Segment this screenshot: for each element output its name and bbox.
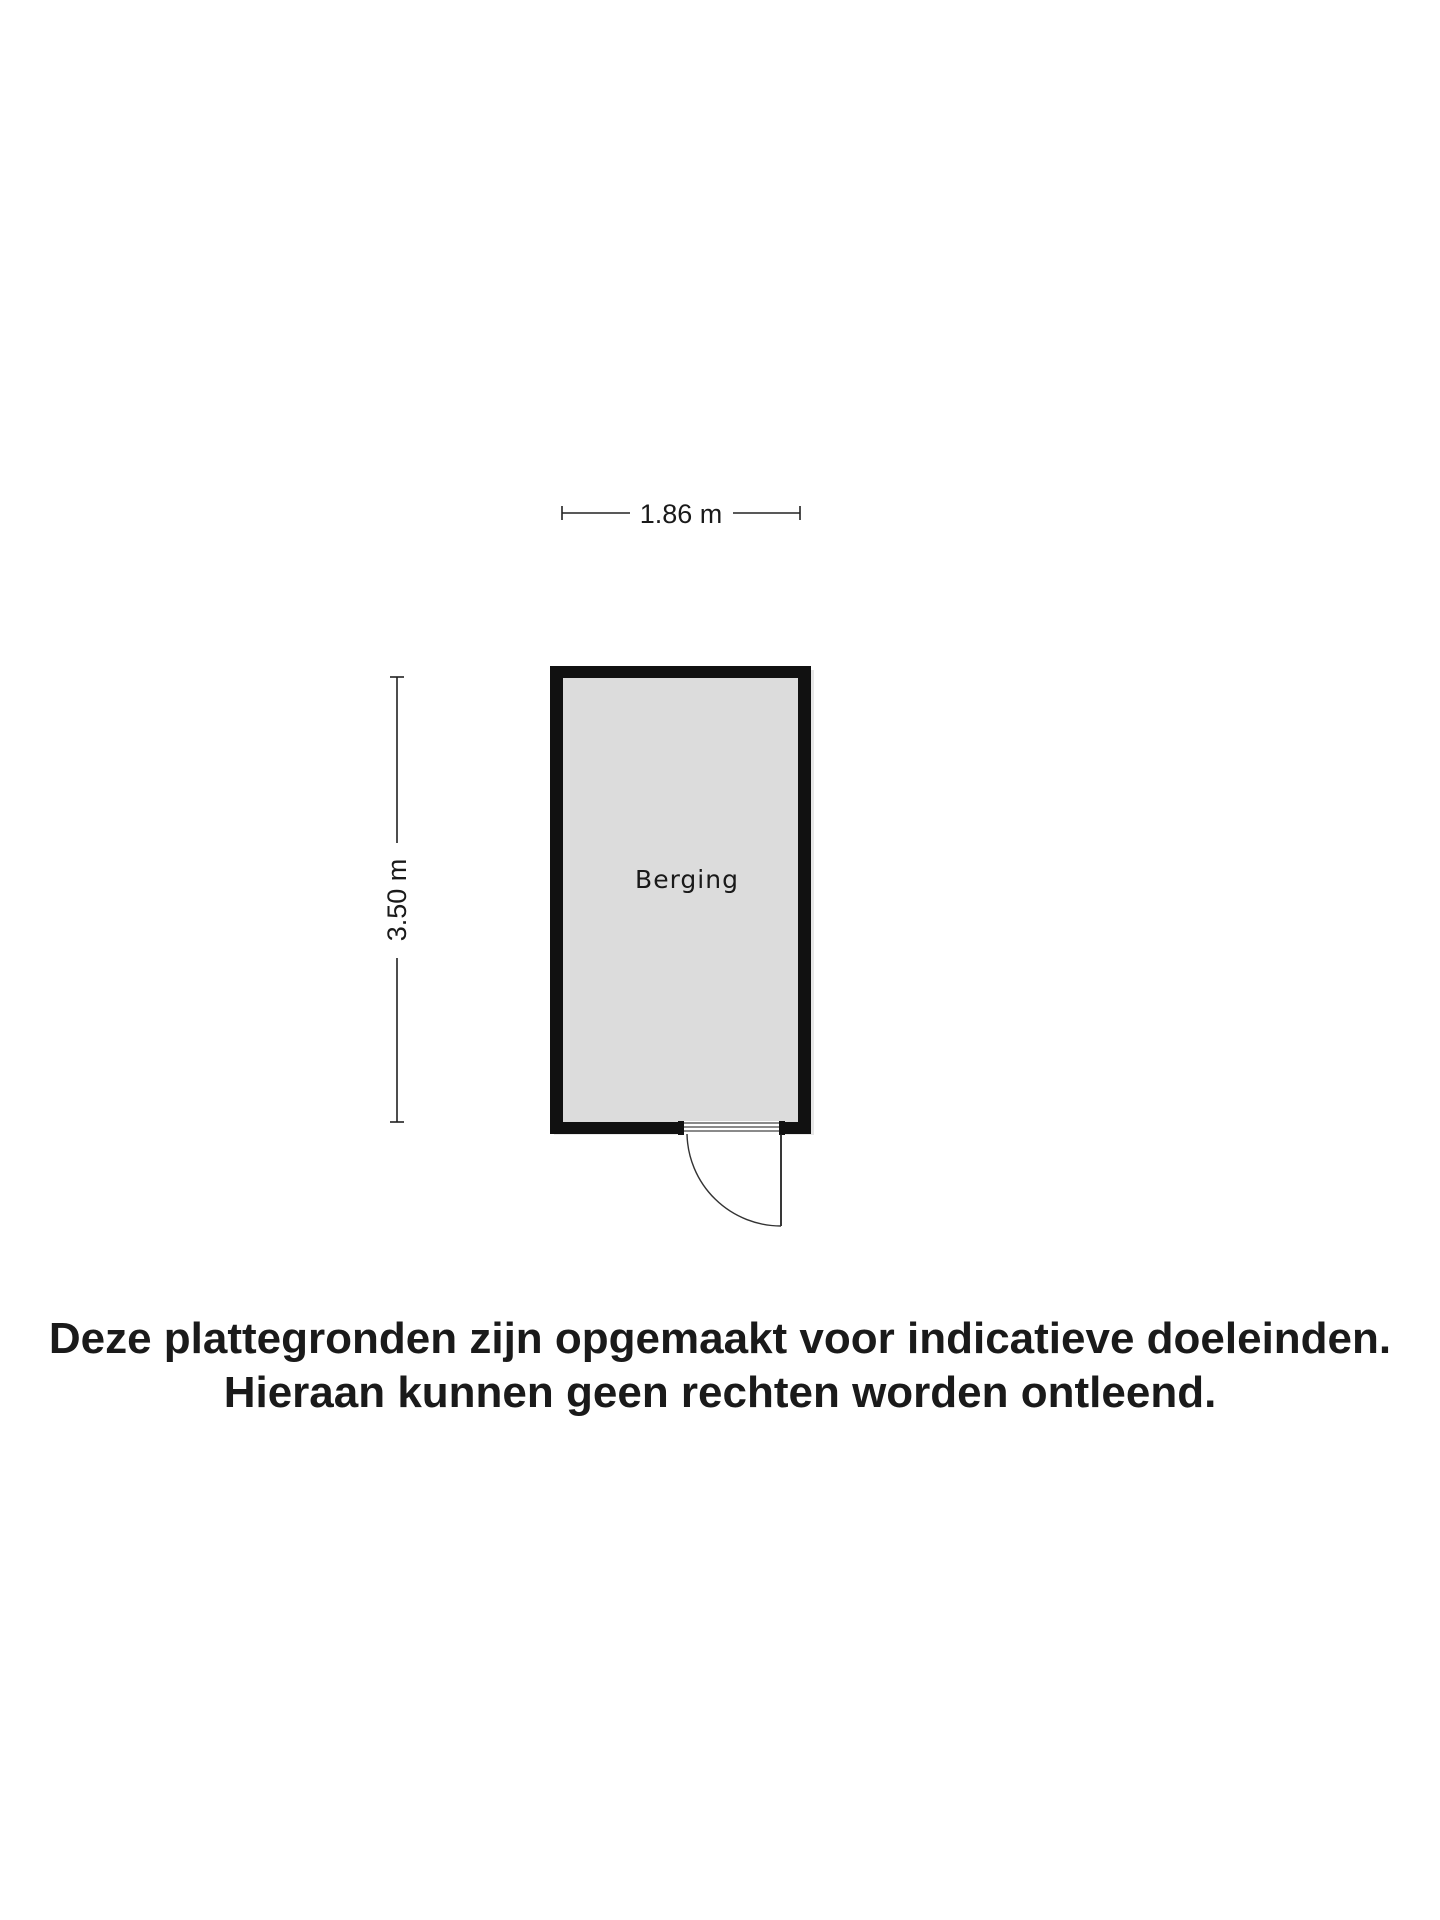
door-jamb-right [779, 1121, 785, 1135]
room-berging [550, 666, 814, 1226]
door-jamb-left [678, 1121, 684, 1135]
disclaimer-line-2: Hieraan kunnen geen rechten worden ontleend. [223, 1368, 1217, 1417]
disclaimer-line-1: Deze plattegronden zijn opgemaakt voor indicatieve doeleinden. [48, 1314, 1392, 1363]
height-dimension [382, 677, 412, 1122]
room-label: Berging [635, 865, 739, 894]
door-swing-arc [687, 1134, 781, 1226]
room-floor [563, 678, 798, 1122]
width-dimension [562, 499, 800, 529]
width-dimension-label: 1.86 m [639, 499, 723, 529]
height-dimension-label: 3.50 m [382, 858, 412, 942]
